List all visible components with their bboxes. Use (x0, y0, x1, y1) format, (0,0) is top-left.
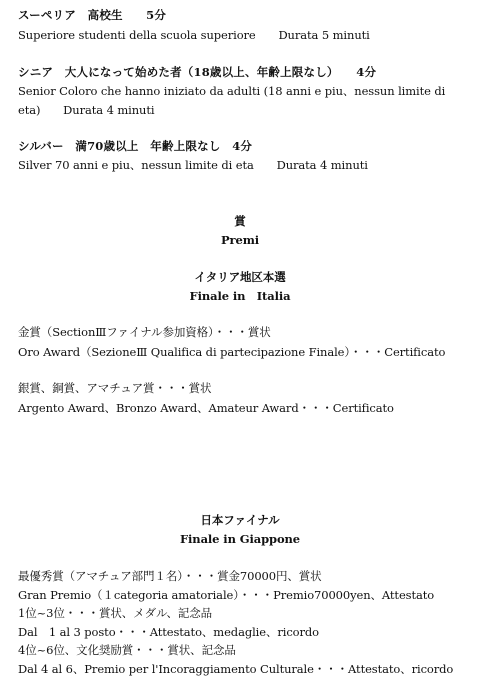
prizes-heading-jp: 賞 (234, 214, 246, 228)
prizes-heading-it: Premi (220, 233, 260, 247)
top6-prize-jp: 4位~6位、文化奨励賞・・・賞状、記念品 (18, 643, 236, 657)
top3-prize-jp: 1位~3位・・・賞状、メダル、記念品 (18, 606, 213, 620)
japan-final-heading-jp: 日本ファイナル (200, 513, 280, 527)
silver-category-it: Silver 70 anni e piu、nessun limite di eta Durata 4 minuti (18, 158, 368, 172)
grand-prize-jp: 最優秀賞（アマチュア部門１名）・・・賞金70000円、賞状 (18, 569, 322, 583)
gold-award-it: Oro Award（SezioneⅢ Qualifica di partecipazione Finale）・・・Certificato (18, 345, 446, 359)
grand-prize-it: Gran Premio（１categoria amatoriale）・・・Premio70000yen、Attestato (18, 588, 435, 602)
top6-prize-it: Dal 4 al 6、Premio per l'Incoraggiamento Culturale・・・Attestato、ricordo (18, 662, 454, 676)
silver-bronze-award-jp: 銀賞、銅賞、アマチュア賞・・・賞状 (18, 381, 212, 395)
senior-category-it: Senior Coloro che hanno iniziato da adulti (18 anni e piu、nessun limite di eta) Durata 4 minuti (18, 84, 446, 117)
superior-category-jp: スーペリア 高校生 5分 (18, 8, 167, 22)
italy-final-heading-it: Finale in Italia (189, 289, 291, 303)
top3-prize-it: Dal 1 al 3 posto・・・Attestato、medaglie、ricordo (18, 625, 319, 639)
silver-bronze-award-it: Argento Award、Bronzo Award、Amateur Award・・・Certificato (18, 401, 394, 415)
gold-award-jp: 金賞（SectionⅢファイナル参加資格）・・・賞状 (18, 325, 271, 339)
senior-category-jp: シニア 大人になって始めた者（18歳以上、年齢上限なし） 4分 (18, 65, 377, 79)
japan-final-heading-it: Finale in Giappone (179, 532, 301, 546)
silver-category-jp: シルバー 満70歳以上 年齢上限なし 4分 (18, 139, 253, 153)
superior-category-it: Superiore studenti della scuola superiore Durata 5 minuti (18, 28, 370, 42)
italy-final-heading-jp: イタリア地区本選 (194, 270, 286, 284)
